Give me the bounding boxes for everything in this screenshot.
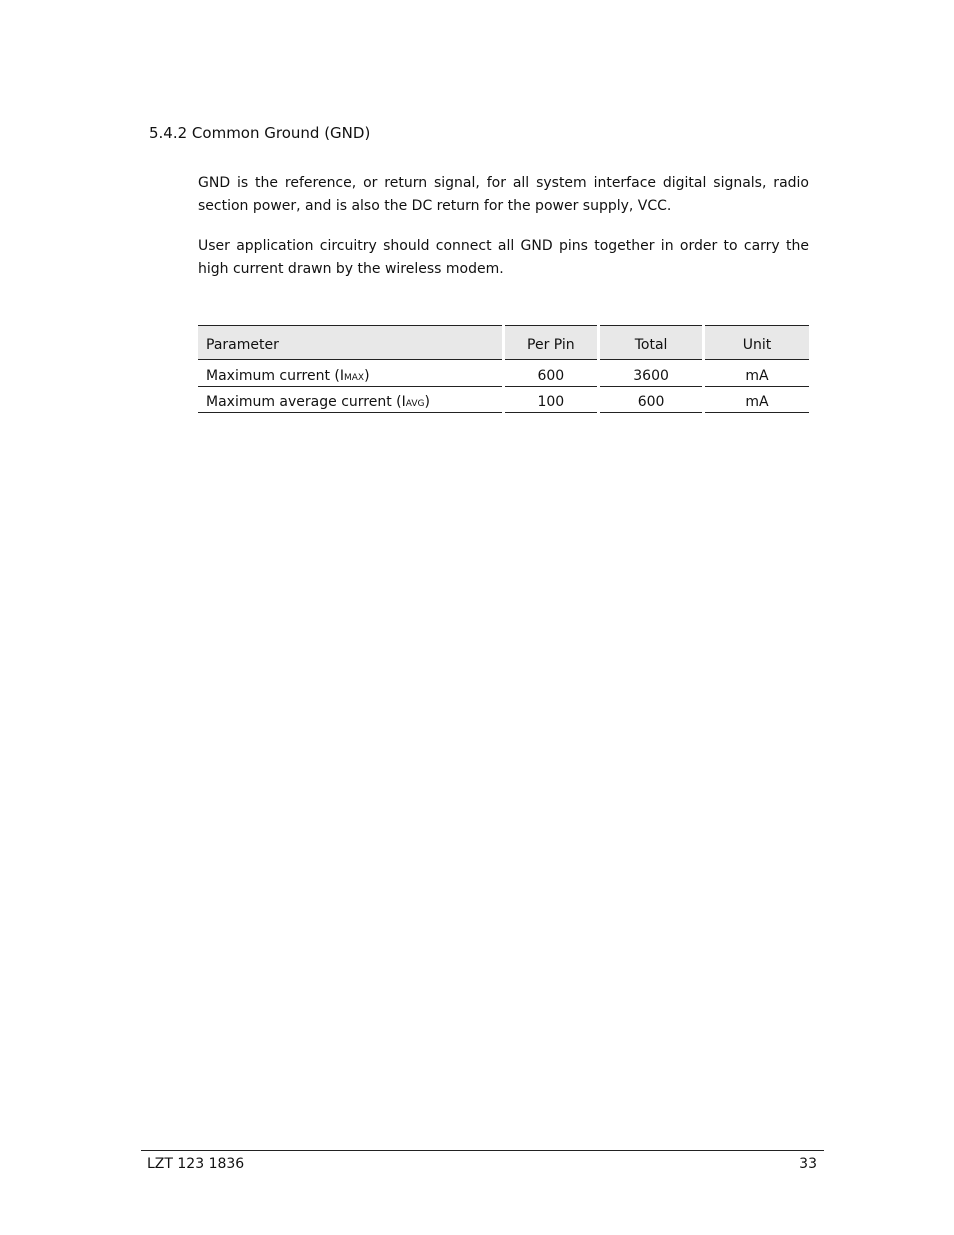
row-per-pin: 100 <box>505 387 598 413</box>
table-header-row <box>198 325 809 360</box>
table-row <box>198 387 809 413</box>
param-text: Maximum current (I <box>206 368 344 384</box>
row-parameter <box>198 360 502 387</box>
section-heading: 5.4.2 Common Ground (GND) <box>149 124 371 142</box>
header-parameter: Parameter <box>198 325 502 360</box>
footer-doc-number: LZT 123 1836 <box>147 1156 245 1172</box>
row-total: 3600 <box>600 360 702 387</box>
paragraph-gnd-reference: GND is the reference, or return signal, for all system interface digital signals, radio section power, and is also the DC return for the power supply, VCC. <box>198 175 809 214</box>
row-total: 600 <box>600 387 702 413</box>
row-per-pin: 600 <box>505 360 598 387</box>
param-close: ) <box>364 368 370 384</box>
header-unit: Unit <box>705 325 809 360</box>
footer-divider <box>141 1150 824 1151</box>
param-text: Maximum average current (I <box>206 394 406 410</box>
header-total: Total <box>600 325 702 360</box>
row-unit: mA <box>705 360 809 387</box>
footer-page-number: 33 <box>799 1156 817 1172</box>
table-row <box>198 360 809 387</box>
param-subscript: MAX <box>343 373 365 383</box>
row-unit: mA <box>705 387 809 413</box>
paragraph-gnd-connection: User application circuitry should connect all GND pins together in order to carry the high current drawn by the wireless modem. <box>198 238 809 277</box>
param-close: ) <box>424 394 430 410</box>
param-subscript: AVG <box>405 399 425 409</box>
ground-current-table <box>195 325 812 413</box>
header-per-pin: Per Pin <box>505 325 598 360</box>
row-parameter <box>198 387 502 413</box>
